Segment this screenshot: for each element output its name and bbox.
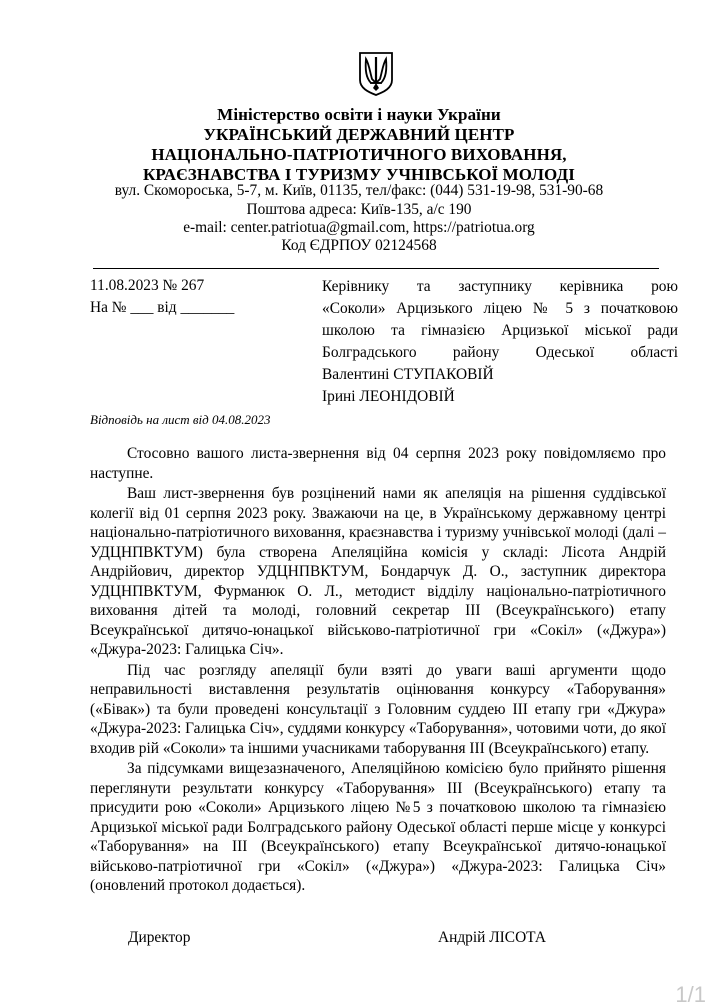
reply-note: Відповідь на лист від 04.08.2023 [90,412,271,427]
org-address: вул. Скоморοська, 5-7, м. Київ, 01135, тел/факс: (044) 531-19-98, 531-90-68 [114,182,604,199]
body-paragraph: За підсумками вищезазначеного, Апеляційною комісією було прийнято рішення переглянути результати конкурсу «Таборування» ІІІ (Всеукраїнського) етапу та присудити рою «Соколи» Арцизького ліцею №5 з початковою школою та гімназією Арцизької міської ради Болградського району Одеської області перше місце у конкурсі «Таборування» на ІІІ (Всеукраїнського) етапу Всеукраїнської дитячо-юнацької військово-патріотичної гри «Сокіл» («Джура») «Джура-2023: Галицька Січ» (оновлений протокол додається). [90,760,666,894]
contact-email: e-mail: center.patriotua@gmail.com, https://patriotua.org [183,219,535,236]
trident-emblem-icon [357,50,395,96]
body-paragraph: Під час розгляду апеляції були взяті до уваги ваші аргументи щодо неправильності виставлення результатів оцінювання конкурсу «Таборування» («Бівак») та були проведені консультації з Головним суддею ІІІ етапу гри «Джура» «Джура-2023: Галицька Січ», суддями конкурсу «Таборування», чотовими чоти, до якої входив рій «Соколи» та іншими учасниками таборування ІІІ (Всеукраїнського) етапу. [90,661,666,757]
body-paragraph: Ваш лист-звернення був розцінений нами як апеляція на рішення суддівської колегії від 01 серпня 2023 року. Зважаючи на це, в Українському державному центрі національно-патріотичного виховання, краєзнавства і туризму учнівської молоді (далі – УДЦНПВКТУМ) була створена Апеляційна комісія у складі: Лісота Андрій Андрійович, директор УДЦНПВКТУМ, Бондарчук Д. О., заступник директора УДЦНПВКТУМ, Фурманюк О. Л., методист відділу національно-патріотичного виховання дітей та молоді, головний секретар ІІІ (Всеукраїнського) етапу Всеукраїнської дитячо-юнацької військово-патріотичної гри «Сокіл» («Джура») «Джура-2023: Галицька Січ». [90,485,666,658]
addressee-name: Валентині СТУПАКОВІЙ [322,366,494,383]
body-paragraph: Стосовно вашого листа-звернення від 04 серпня 2023 року повідомляємо про наступне. [90,445,666,482]
reference-line: На № ___ від _______ [90,299,235,316]
org-name-line3: КРАЄЗНАВСТВА І ТУРИЗМУ УЧНІВСЬКОЇ МОЛОДІ [142,165,575,184]
edrpou-code: Код ЄДРПОУ 02124568 [281,237,437,254]
postal-address: Поштова адреса: Київ-135, а/с 190 [246,201,472,218]
signatory-position: Директор [128,929,191,946]
addressee-line: Болградського району Одеської області [322,344,678,361]
addressee-line: «Соколи» Арцизького ліцею № 5 з початковою [322,300,678,317]
org-name-line1: УКРАЇНСЬКИЙ ДЕРЖАВНИЙ ЦЕНТР [203,125,515,144]
letter-date-number: 11.08.2023 № 267 [90,277,205,294]
org-name-line2: НАЦІОНАЛЬНО-ПАТРІОТИЧНОГО ВИХОВАННЯ, [151,145,567,164]
addressee-line: Керівнику та заступнику керівника рою [322,278,678,295]
addressee-block [322,276,678,408]
addressee-name: Ірині ЛЕОНІДОВІЙ [322,388,455,405]
addressee-line: школою та гімназією Арцизької міської ради [322,322,678,339]
page-indicator: 1/1 [675,982,706,1007]
signatory-name: Андрій ЛІСОТА [438,929,546,946]
ministry-name: Міністерство освіти і науки України [217,105,501,124]
letter-body [90,444,666,897]
header-divider [93,268,659,269]
